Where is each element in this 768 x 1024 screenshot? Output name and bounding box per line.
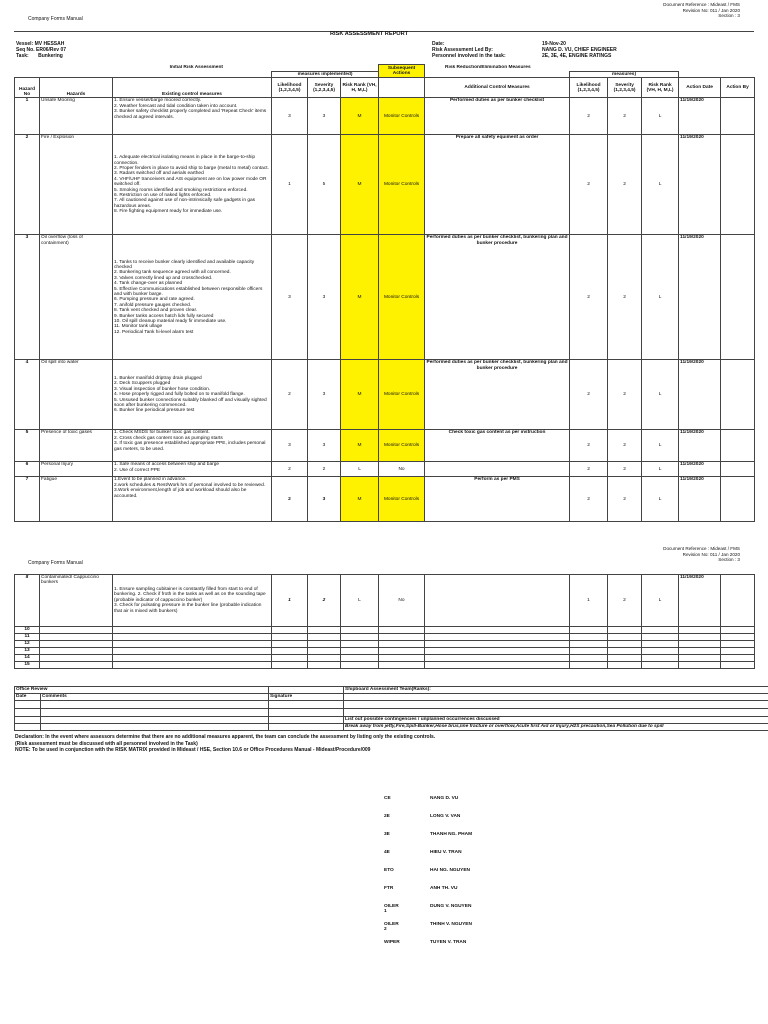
docref-line: Revision No: 011 / Jan 2020 [682, 7, 740, 13]
hazards-header: Hazards [40, 78, 113, 98]
hazard-number: 7 [15, 477, 40, 522]
subsequent-action: Monitor Controls [379, 477, 425, 522]
team-rank: 4E [384, 850, 390, 855]
team-rank: 2E [384, 814, 390, 819]
risk-rank-header-2: Risk Rank (VH, H, M,L) [642, 78, 679, 98]
likelihood-header: Likelihood (1,2,3,4,5) [272, 78, 308, 98]
hazard-name: Personal Injury [40, 462, 113, 477]
additional-controls: Performed duties as per bunker checklist, bunkering plan and bunker procedure [425, 235, 570, 360]
likelihood-after: 2 [570, 235, 608, 360]
seq-number: ER06/Rev 07 [36, 47, 67, 54]
table-row [15, 235, 755, 360]
action-date: 11/19/2020 [679, 235, 721, 360]
table-row [15, 634, 755, 641]
company-label-2: Company Forms Manual [28, 560, 83, 566]
team-member-name: THINH V. NGUYEN [430, 922, 472, 927]
team-member-name: ANH TH. VU [430, 886, 458, 891]
risk-rank: M [341, 430, 379, 462]
assessment-values [542, 41, 617, 60]
task-name: Bunkering [38, 53, 63, 60]
severity: 3 [308, 477, 341, 522]
team-member-name: NANG D. VU [430, 796, 459, 801]
risk-rank: M [341, 477, 379, 522]
hazard-number: 13 [15, 648, 40, 655]
docref-line: Revision No: 011 / Jan 2020 [682, 551, 740, 557]
action-by [721, 430, 755, 462]
action-by [721, 477, 755, 522]
hazard-number: 10 [15, 627, 40, 634]
table-row [15, 430, 755, 462]
table-row [15, 648, 755, 655]
severity: 2 [308, 575, 341, 627]
existing-controls: 1. Ensure vessel/barge moored correctly. 2. Weather forecast and tidal condition taken into account. 3. Bunker safety checklist properly completed and 'Repeat Check' items checked at agreed intervals. [113, 98, 272, 135]
action-date: 11/19/2020 [679, 135, 721, 235]
team-rank: ETO [384, 868, 394, 873]
action-by-header: Action By [721, 78, 755, 98]
hazard-number: 14 [15, 655, 40, 662]
likelihood-after: 2 [570, 135, 608, 235]
hazard-number: 11 [15, 634, 40, 641]
table-row [15, 655, 755, 662]
severity-header-2: Severity (1,2,3,4,5) [608, 78, 642, 98]
likelihood: 1 [272, 575, 308, 627]
hazard-number: 4 [15, 360, 40, 430]
action-date: 11/19/2020 [679, 360, 721, 430]
additional-controls: Prepare all safety equiment as order [425, 135, 570, 235]
additional-controls-header: Additional Control Measures [425, 78, 570, 98]
vessel-info [16, 41, 66, 60]
severity-after: 2 [608, 430, 642, 462]
subsequent-actions-header: Subsequent Actions [379, 65, 425, 78]
likelihood: 2 [272, 360, 308, 430]
hazard-name: Fatigue [40, 477, 113, 522]
date-label: Date: [432, 41, 445, 47]
team-member-name: LONG V. VAN [430, 814, 461, 819]
vessel-label: Vessel: [16, 41, 34, 47]
table-row [15, 98, 755, 135]
risk-rank-after: L [642, 575, 679, 627]
hazard-name: Oil spill into water [40, 360, 113, 430]
team-member-name: THANH NG. PHAM [430, 832, 473, 837]
document-reference-2 [663, 546, 740, 563]
risk-rank: M [341, 360, 379, 430]
hazard-name: Presence of toxic gases [40, 430, 113, 462]
team-rank: OILER 2 [384, 922, 399, 932]
severity-after: 2 [608, 98, 642, 135]
existing-controls-header: Existing control measures [113, 78, 272, 98]
hazard-number: 3 [15, 235, 40, 360]
risk-assessment-table-continued [14, 574, 755, 669]
severity-after: 2 [608, 477, 642, 522]
subsequent-action: Monitor Controls [379, 98, 425, 135]
subsequent-action: No [379, 462, 425, 477]
reduction-header: Risk Reduction/Elimination Measures [445, 65, 531, 71]
severity: 5 [308, 135, 341, 235]
severity-header: Severity (1,2,3,4,5) [308, 78, 341, 98]
table-row [15, 462, 755, 477]
likelihood: 3 [272, 98, 308, 135]
declaration-text: Declaration: In the event where assessors determine that there are no additional measures apparent, the team can conclude the assessment by listing only the existing controls. [15, 734, 436, 740]
action-date-header: Action Date [679, 78, 721, 98]
risk-rank: M [341, 135, 379, 235]
hazard-number: 1 [15, 98, 40, 135]
hazard-no-header: Hazard No [15, 78, 40, 98]
additional-controls: Performed duties as per bunker checklist, bunkering plan and bunker procedure [425, 360, 570, 430]
team-rank: FTR [384, 886, 394, 891]
existing-controls: 1.Event to be planned in advance. 2.work schedules & Rest/Work hrs of personal involved to be reviewed. 3.Work environment,length of job and workload should also be accounted. [113, 477, 272, 522]
table-row [15, 575, 755, 627]
date-column-label: Date [15, 694, 41, 701]
action-by [721, 135, 755, 235]
personnel-list: 2E, 3E, 4E, ENGINE RATINGS [542, 53, 612, 60]
existing-controls: 1. Tanks to receive bunker clearly identified and available capacity checked 2. Bunkering tank sequence agreed with all concerned. 3. Valves correctly lined up and crosschecked. 4. Tank change-over as planned 5. Effective Communications established between responsible officers and with bunker barge. 6. Pumping pressure and rate agreed. 7. anifold pressure gauges checked. 8. Tank vent checked and proven clear. 9. Bunker tanks access hatch lids fully secured 10. Oil spill cleanup material ready fir immediate use. 11. Monitor tank ullage 12. Periodical Tank hi-level alarm test [113, 235, 272, 360]
existing-controls: 1. Check MSDS for bunker toxic gas content. 2. Cross check gas content soon as pumping starts 3. If toxic gas presence established appropriate PPE, includes personal gas meters, to be used. [113, 430, 272, 462]
table-row [15, 627, 755, 634]
vessel-name: MV HESSAH [34, 41, 65, 47]
document-reference [663, 2, 740, 19]
severity-after: 2 [608, 462, 642, 477]
action-by [721, 575, 755, 627]
severity: 3 [308, 360, 341, 430]
hazard-number: 6 [15, 462, 40, 477]
risk-assessment-table [14, 64, 755, 522]
likelihood-after: 2 [570, 360, 608, 430]
action-date: 11/19/2020 [679, 98, 721, 135]
additional-controls: Check toxic gas content as per instruction [425, 430, 570, 462]
initial-risk-header: Initial Risk Assessment [169, 65, 223, 71]
table-row [15, 662, 755, 669]
hazard-number: 5 [15, 430, 40, 462]
severity: 3 [308, 430, 341, 462]
likelihood: 2 [272, 477, 308, 522]
hazard-number: 8 [15, 575, 40, 627]
likelihood-after: 2 [570, 477, 608, 522]
team-member-name: TUYEN V. TRAN [430, 940, 467, 945]
risk-rank: M [341, 98, 379, 135]
severity: 3 [308, 235, 341, 360]
subsequent-action: Monitor Controls [379, 135, 425, 235]
contingencies-prompt: List out possible contingencies / unplanned occurrences discussed [344, 717, 768, 724]
team-rank: CE [384, 796, 391, 801]
hazard-number: 15 [15, 662, 40, 669]
measures-header: measures) [570, 72, 679, 78]
likelihood: 3 [272, 235, 308, 360]
additional-controls: Performed duties as per bunker checklist [425, 98, 570, 135]
team-rank: 3E [384, 832, 390, 837]
declaration-block [15, 734, 755, 754]
docref-line: Section : 3 [718, 557, 740, 563]
discussion-note: (Risk assessment must be discussed with all personnel involved in the Task) [15, 740, 198, 747]
existing-controls: 1. Adequate electrical isolating means in place in the barge-to-ship connection. 2. Proper fenders in place to avoid ship to barge (metal to metal) contact. 3. Radars switched off and aerials earthed 4. VHF/UHF tranceivers and AIS equipment are on low power mode OR switched off. 5. Smoking rooms identified and smoking restrictions enforced. 6. Restriction on use of naked lights enforced. 7. All cautioned against use of non-intrinsically safe gadgets in gas hazardous areas. 8. Fire fighting equipment ready for immediate use. [113, 135, 272, 235]
risk-rank-after: L [642, 135, 679, 235]
personnel-label: Personnel involved in the task: [432, 53, 506, 60]
team-header: Shipboard Assessment Team(Ranks): [344, 687, 768, 694]
existing-controls: 1. Ensure sampling cubitainer is constantly filled from start to end of bunkering. 2. Check if froth in the tanks as well as on the sounding tape (probable indicator of cappuccino bunker) 3. Check for pulsating pressure in the bunker line (probable indication that air is mixed with bunkers) [113, 575, 272, 627]
team-rank: WIPER [384, 940, 400, 945]
company-label: Company Forms Manual [28, 16, 83, 22]
seq-label: Seq No. [16, 47, 35, 54]
action-date: 11/19/2020 [679, 462, 721, 477]
risk-rank: L [341, 462, 379, 477]
existing-controls: 1. Safe means of access between ship and barge 2. Use of correct PPE [113, 462, 272, 477]
team-rank: OILER 1 [384, 904, 399, 914]
docref-line: Document Reference : Mideast / FMS [663, 2, 740, 7]
risk-rank-after: L [642, 462, 679, 477]
table-row [15, 641, 755, 648]
risk-matrix-note: NOTE: To be used in conjunction with the RISK MATRIX provided in Mideast / HSE, Section 10.6 or Office Procedures Manual - Mideast/Procedure/009 [15, 747, 371, 754]
action-date: 11/19/2020 [679, 575, 721, 627]
signature-column-label: Signature [269, 694, 344, 701]
subsequent-action: Monitor Controls [379, 235, 425, 360]
docref-line: Document Reference : Mideast / FMS [663, 546, 740, 551]
risk-rank-after: L [642, 477, 679, 522]
severity: 3 [308, 98, 341, 135]
assessment-labels [432, 41, 506, 60]
existing-controls: 1. Bunker manifold driptray drain plugged 2. Deck Scuppers plugged 3. Visual inspection of bunker hose condition. 4. Hose properly rigged and fully bolted on to manifold flange. 5. Unsused bunker connections suitably blanked off and visually sighted soon after bunkering commenced. 6. Bunker line periodical pressure test [113, 360, 272, 430]
docref-line: Section : 3 [718, 13, 740, 19]
risk-rank-after: L [642, 430, 679, 462]
additional-controls [425, 575, 570, 627]
severity-after: 2 [608, 575, 642, 627]
measures-implemented-header: measures implemented) [272, 72, 379, 78]
severity-after: 2 [608, 135, 642, 235]
subsequent-action: Monitor Controls [379, 360, 425, 430]
likelihood-after: 2 [570, 462, 608, 477]
risk-rank: L [341, 575, 379, 627]
table-row [15, 135, 755, 235]
likelihood-header-2: Likelihood (1,2,3,4,5) [570, 78, 608, 98]
hazard-name: Contaminated/ Cappuccino bunkers [40, 575, 113, 627]
led-by-label: Risk Assessment Led By: [432, 47, 493, 54]
risk-rank: M [341, 235, 379, 360]
action-by [721, 235, 755, 360]
office-review-table [14, 686, 768, 731]
hazard-number: 12 [15, 641, 40, 648]
subsequent-action: No [379, 575, 425, 627]
additional-controls: Perform as per PMS [425, 477, 570, 522]
likelihood: 1 [272, 135, 308, 235]
comments-column-label: Comments [41, 694, 269, 701]
additional-controls [425, 462, 570, 477]
led-by-name: NANG D. VU, CHIEF ENGINEER [542, 47, 617, 54]
assessment-date: 19-Nov-20 [542, 41, 566, 47]
likelihood: 3 [272, 430, 308, 462]
task-label: Task: [16, 53, 29, 60]
severity-after: 2 [608, 360, 642, 430]
action-date: 11/19/2020 [679, 477, 721, 522]
action-by [721, 462, 755, 477]
severity-after: 2 [608, 235, 642, 360]
risk-rank-after: L [642, 360, 679, 430]
action-by [721, 98, 755, 135]
team-member-name: HAI NG. NGUYEN [430, 868, 470, 873]
hazard-name: Oil overflow (loss of containment) [40, 235, 113, 360]
table-row [15, 477, 755, 522]
contingencies-list: Break away from jetty,Fire,Spill-Bunker,Hose brus,line fracture or overflow,Acute first Aid or Injury,H2S precaution,Sea Pollution due to spill [344, 724, 768, 731]
table-row [15, 360, 755, 430]
likelihood-after: 1 [570, 575, 608, 627]
hazard-name: Fire / Explosion [40, 135, 113, 235]
likelihood: 2 [272, 462, 308, 477]
hazard-number: 2 [15, 135, 40, 235]
risk-rank-after: L [642, 98, 679, 135]
action-by [721, 360, 755, 430]
action-date: 11/19/2020 [679, 430, 721, 462]
team-member-name: HIEU V. TRAN [430, 850, 462, 855]
risk-rank-after: L [642, 235, 679, 360]
office-review-label: Office Review [15, 687, 269, 694]
risk-rank-header: Risk Rank (VH, H, M,L) [341, 78, 379, 98]
likelihood-after: 2 [570, 98, 608, 135]
severity: 2 [308, 462, 341, 477]
likelihood-after: 2 [570, 430, 608, 462]
report-title: RISK ASSESSMENT REPORT [330, 31, 409, 37]
hazard-name: Unsafe Mooring [40, 98, 113, 135]
subsequent-action: Monitor Controls [379, 430, 425, 462]
team-member-name: DUNG V. NGUYEN [430, 904, 472, 909]
